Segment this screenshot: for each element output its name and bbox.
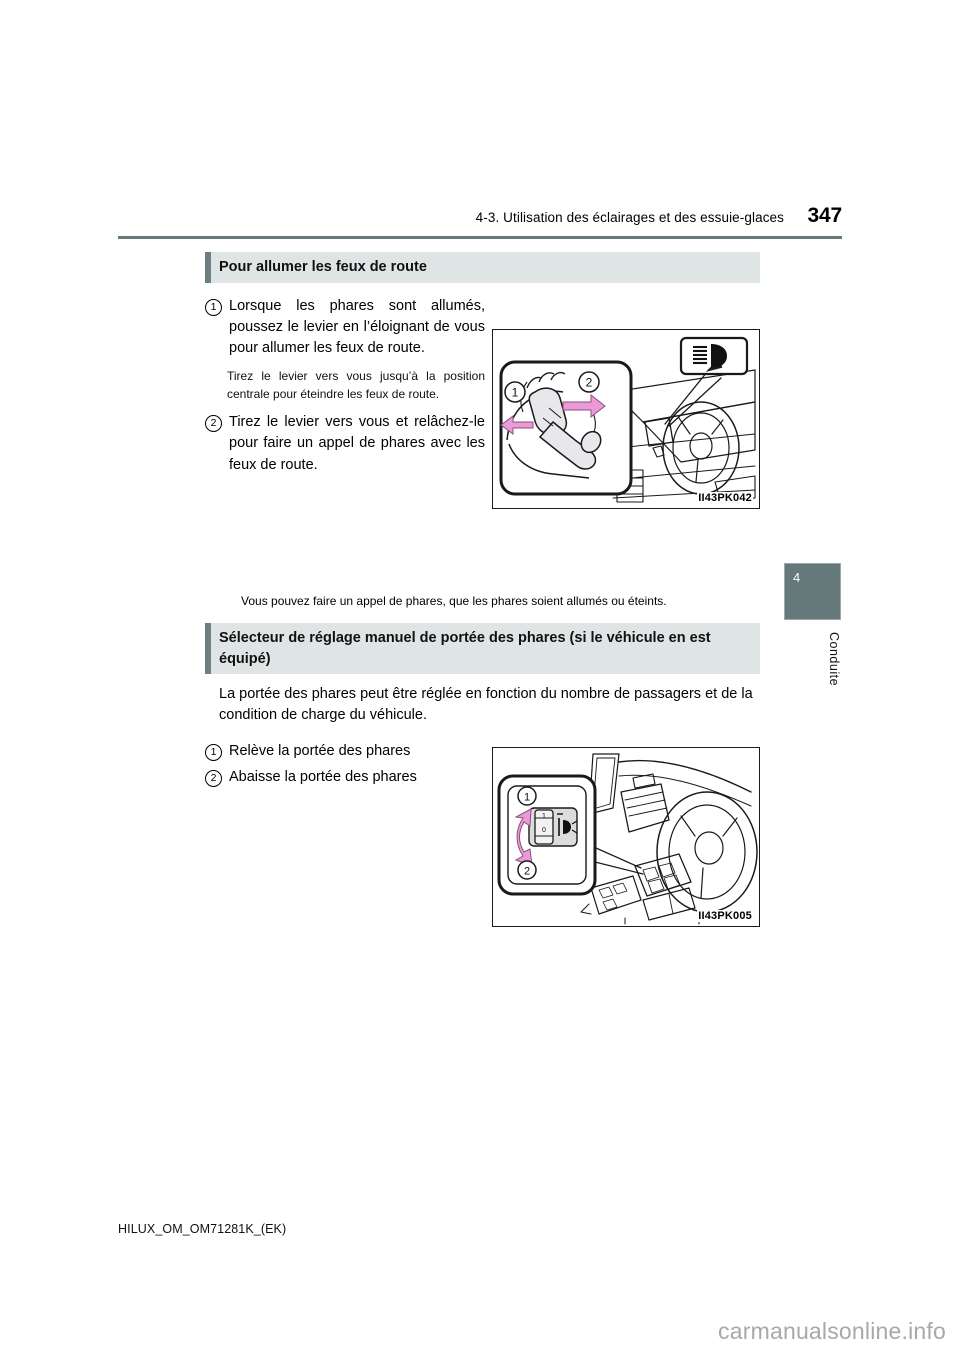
page-header [118, 206, 842, 240]
chapter-tab-label: Conduite [827, 632, 841, 687]
high-beam-indicator-icon [681, 338, 747, 374]
section-1-text-column [205, 296, 485, 476]
list-item [205, 741, 485, 762]
svg-text:1: 1 [511, 385, 519, 400]
list-item-text: Lorsque les phares sont allumés, poussez le levier en l’éloignant de vous pour allumer les feux de route. [229, 297, 485, 357]
figure-headlight-leveling-switch [492, 747, 760, 927]
svg-text:0: 0 [542, 826, 546, 834]
page-content [205, 252, 760, 922]
svg-text:2: 2 [523, 865, 531, 878]
list-marker: 1 [205, 299, 222, 316]
section-2-text-column [205, 741, 485, 789]
list-item-text: Abaisse la portée des phares [229, 769, 417, 786]
page-number: 347 [807, 204, 842, 227]
chapter-tab-number: 4 [793, 570, 801, 585]
list-item [205, 296, 485, 360]
section-1-body [205, 296, 760, 504]
header-divider [118, 236, 842, 239]
watermark: carmanualsonline.info [718, 1318, 946, 1344]
list-item-note: Tirez le levier vers vous jusqu’à la position centrale pour éteindre les feux de route. [227, 368, 485, 401]
headlight-leveling-dial-icon [529, 808, 577, 846]
list-item [205, 767, 485, 788]
list-item-text: Relève la portée des phares [229, 742, 411, 759]
list-marker: 1 [205, 744, 222, 761]
svg-text:1: 1 [523, 791, 531, 804]
section-heading-high-beams: Pour allumer les feux de route [205, 252, 760, 283]
section-heading-headlight-leveling: Sélecteur de réglage manuel de portée des phares (si le véhicule en est équipé) [205, 623, 760, 674]
figure-1-illustration [493, 330, 758, 507]
figure-high-beam-lever [492, 329, 760, 509]
section-2-intro: La portée des phares peut être réglée en fonction du nombre de passagers et de la condition de charge du véhicule. [219, 686, 753, 724]
list-item [205, 412, 485, 476]
list-marker: 2 [205, 770, 222, 787]
figure-code: II43PK042 [698, 491, 752, 504]
figure-code: II43PK005 [698, 909, 752, 922]
svg-text:1: 1 [542, 812, 546, 820]
section-2-body [205, 741, 760, 922]
list-marker: 2 [205, 415, 222, 432]
header-section-title: 4-3. Utilisation des éclairages et des essuie-glaces [475, 210, 784, 225]
figure-2-illustration [493, 748, 758, 925]
list-item-text: Tirez le levier vers vous et relâchez-le pour faire un appel de phares avec les feux de route. [229, 413, 485, 473]
svg-text:2: 2 [585, 375, 593, 390]
chapter-tab [784, 563, 841, 620]
document-id-footer: HILUX_OM_OM71281K_(EK) [118, 1222, 287, 1236]
section-1-footnote: Vous pouvez faire un appel de phares, que les phares soient allumés ou éteints. [241, 593, 667, 608]
